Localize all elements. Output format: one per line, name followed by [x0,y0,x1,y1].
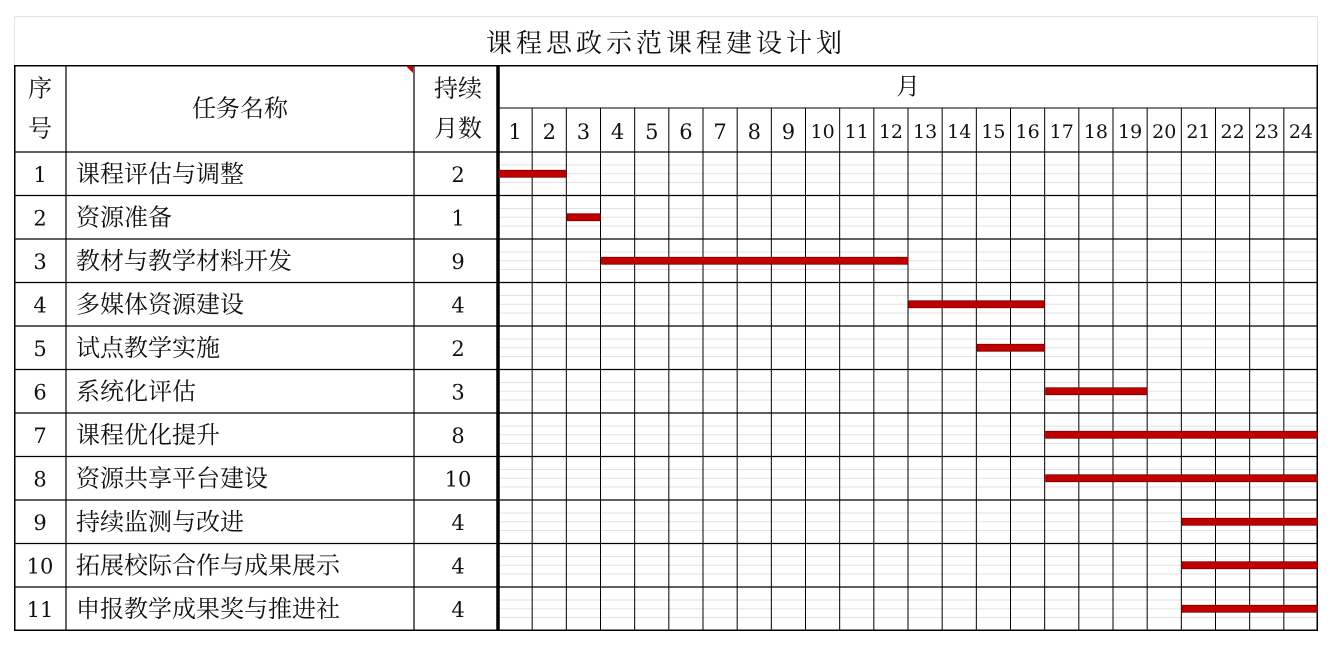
task-duration: 4 [451,293,465,318]
header-duration-line1: 持续 [434,74,482,103]
month-label: 6 [679,120,693,144]
month-label: 9 [781,120,796,144]
task-name: 资源准备 [76,203,172,232]
gantt-bar-task-1 [499,170,566,177]
task-index: 11 [26,597,54,622]
header-index-line1: 序 [28,74,52,103]
month-label: 16 [1015,121,1040,143]
month-label: 24 [1288,121,1314,143]
task-duration: 8 [451,423,465,448]
month-label: 7 [713,120,727,144]
month-label: 15 [981,121,1006,143]
task-duration: 2 [451,336,465,361]
month-label: 20 [1152,121,1177,143]
task-name: 多媒体资源建设 [76,290,244,319]
month-label: 17 [1049,121,1074,143]
month-label: 5 [645,120,659,144]
task-duration: 3 [451,380,465,405]
gantt-bar-task-11 [1182,605,1318,612]
month-label: 14 [947,121,972,143]
task-duration: 9 [451,249,465,274]
task-index: 3 [33,249,47,274]
gantt-bar-task-4 [909,301,1045,308]
month-label: 21 [1186,121,1211,143]
task-duration: 2 [451,162,465,187]
task-name: 课程优化提升 [76,420,220,449]
gantt-bar-task-8 [1046,475,1318,482]
gantt-bar-task-7 [1046,431,1318,438]
header-index-line2: 号 [28,114,52,143]
month-label: 10 [810,121,835,143]
task-name: 持续监测与改进 [76,507,244,536]
month-label: 22 [1220,121,1245,143]
task-name: 申报教学成果奖与推进社 [76,594,340,623]
task-index: 5 [33,336,47,361]
task-duration: 1 [451,206,465,231]
header-duration-line2: 月数 [434,114,482,143]
task-name: 课程评估与调整 [76,159,244,188]
gantt-bar-task-9 [1182,518,1318,525]
task-index: 4 [33,293,47,318]
month-label: 11 [844,121,869,143]
month-label: 8 [747,120,761,144]
task-index: 9 [33,510,47,535]
task-duration: 4 [451,554,465,579]
gantt-chart [14,65,1318,631]
task-name: 系统化评估 [76,377,196,406]
header-task-name: 任务名称 [192,94,288,123]
task-index: 2 [33,206,47,231]
plan-title: 课程思政示范课程建设计划 [14,16,1318,65]
month-label: 23 [1254,121,1279,143]
month-label: 3 [576,120,591,144]
task-index: 8 [33,467,47,492]
gantt-bar-task-3 [602,257,909,264]
gantt-bar-task-10 [1182,562,1318,569]
task-name: 资源共享平台建设 [76,464,268,493]
task-name: 教材与教学材料开发 [76,246,292,275]
task-duration: 4 [451,597,465,622]
task-index: 7 [33,423,47,448]
month-label: 19 [1117,121,1143,143]
month-label: 1 [508,120,522,144]
gantt-bar-task-6 [1046,388,1148,395]
task-index: 1 [33,162,47,187]
task-duration: 10 [444,467,472,492]
task-name: 试点教学实施 [76,333,220,362]
task-index: 6 [33,380,47,405]
task-duration: 4 [451,510,465,535]
task-name: 拓展校际合作与成果展示 [76,551,340,580]
task-index: 10 [26,554,54,579]
header-month: 月 [896,72,920,101]
gantt-table [14,65,1318,631]
gantt-bar-task-5 [977,344,1044,351]
month-label: 18 [1083,121,1109,143]
month-label: 12 [878,121,904,143]
month-label: 2 [542,120,556,144]
month-label: 4 [610,120,625,144]
gantt-bar-task-2 [567,214,600,221]
month-label: 13 [912,121,938,143]
